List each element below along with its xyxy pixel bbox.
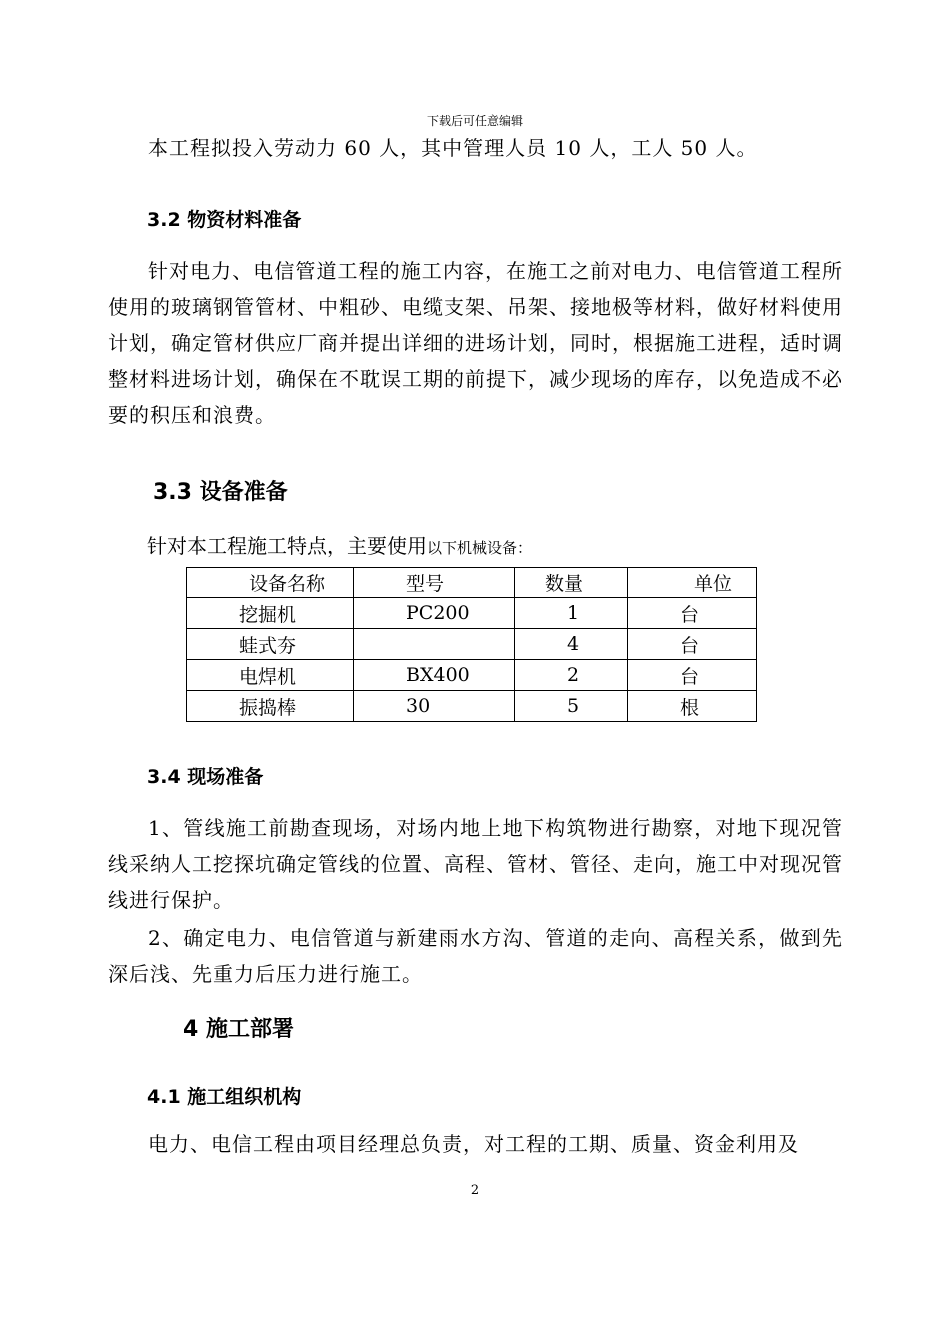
cell-name: 电焊机 — [187, 660, 354, 691]
cell-name: 挖掘机 — [187, 598, 354, 629]
section-4-heading: 4 施工部署 — [183, 1017, 294, 1042]
section-4-1-heading: 4.1 施工组织机构 — [147, 1086, 302, 1108]
section-3-2-heading: 3.2 物资材料准备 — [147, 209, 302, 231]
header-cell-name: 设备名称 — [187, 568, 354, 598]
cell-name: 蛙式夯 — [187, 629, 354, 660]
cell-model — [354, 629, 515, 660]
cell-model: 30 — [354, 691, 515, 722]
header-cell-qty: 数量 — [515, 568, 628, 598]
table-row — [187, 629, 757, 660]
labor-paragraph: 本工程拟投入劳动力 60 人，其中管理人员 10 人，工人 50 人。 — [148, 136, 758, 160]
cell-unit: 台 — [628, 660, 757, 691]
page-number: 2 — [470, 1183, 480, 1198]
cell-qty: 4 — [515, 629, 628, 660]
cell-unit: 台 — [628, 598, 757, 629]
equipment-table — [186, 567, 757, 722]
section-3-3-heading: 3.3 设备准备 — [153, 480, 288, 505]
cell-qty: 5 — [515, 691, 628, 722]
equipment-intro-small: 以下机械设备： — [427, 539, 533, 557]
header-cell-unit: 单位 — [628, 568, 757, 598]
page-header: 下载后可任意编辑 — [426, 114, 523, 128]
site-prep-item-1: 1、管线施工前勘查现场，对场内地上地下构筑物进行勘察，对地下现况管线采纳人工挖探坑确定管线的位置、高程、管材、管径、走向，施工中对现况管线进行保护。 — [108, 816, 843, 912]
cell-name: 振捣棒 — [187, 691, 354, 722]
cell-qty: 2 — [515, 660, 628, 691]
equipment-intro-main: 针对本工程施工特点，主要使用 — [147, 534, 427, 558]
organization-paragraph: 电力、电信工程由项目经理总负责，对工程的工期、质量、资金利用及 — [148, 1132, 799, 1156]
table-row — [187, 598, 757, 629]
section-3-4-heading: 3.4 现场准备 — [147, 766, 264, 788]
header-cell-model: 型号 — [354, 568, 515, 598]
site-prep-item-2: 2、确定电力、电信管道与新建雨水方沟、管道的走向、高程关系，做到先深后浅、先重力后压力进行施工。 — [108, 926, 843, 986]
materials-paragraph: 针对电力、电信管道工程的施工内容，在施工之前对电力、电信管道工程所使用的玻璃钢管管材、中粗砂、电缆支架、吊架、接地极等材料，做好材料使用计划，确定管材供应厂商并提出详细的进场计划，同时，根据施工进程，适时调整材料进场计划，确保在不耽误工期的前提下，减少现场的库存，以免造成不必要的积压和浪费。 — [108, 259, 843, 427]
cell-model: BX400 — [354, 660, 515, 691]
table-header-row — [187, 568, 757, 598]
cell-unit: 台 — [628, 629, 757, 660]
table-row — [187, 691, 757, 722]
cell-qty: 1 — [515, 598, 628, 629]
cell-model: PC200 — [354, 598, 515, 629]
equipment-intro — [147, 530, 532, 559]
table-row — [187, 660, 757, 691]
cell-unit: 根 — [628, 691, 757, 722]
